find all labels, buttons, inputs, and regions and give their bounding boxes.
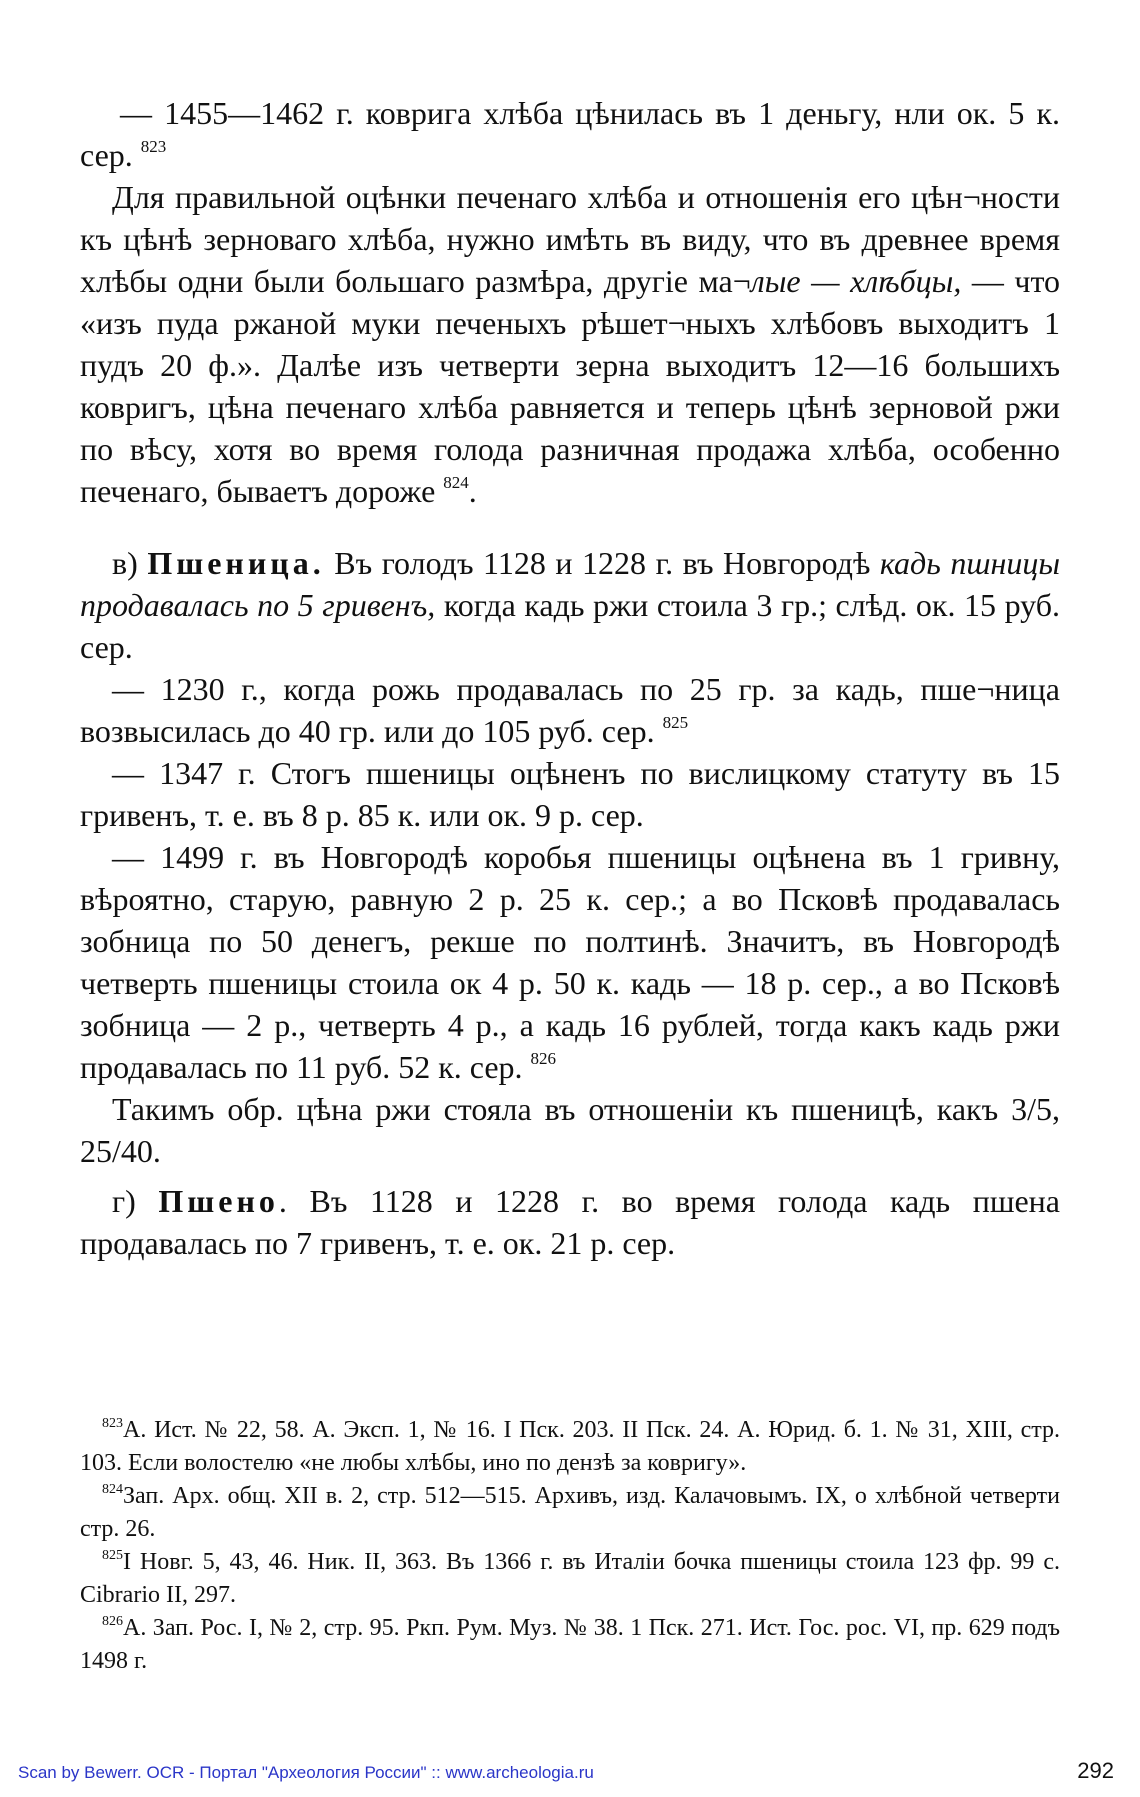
paragraph-4: — 1230 г., когда рожь продавалась по 25 гр. за кадь, пше¬ница возвысилась до 40 гр. или до 105 руб. сер. $^{825}$ <box>80 671 1060 749</box>
paragraph-1: — 1455—1462 г. коврига хлѣба цѣнилась въ 1 деньгу, нли ок. 5 к. сер. $^{823}$ <box>80 95 1060 173</box>
scan-credit: Scan by Bewerr. OCR - Портал "Археология России" :: www.archeologia.ru <box>18 1763 594 1782</box>
footnote-ref-825[interactable]: 825 <box>662 713 689 732</box>
section-millet: г) Пшено. Въ 1128 и 1228 г. во время голода кадь пшена продавалась по 7 гривенъ, т. е. ок. 21 р. сер. <box>80 1183 1061 1261</box>
main-text <box>80 92 1060 1264</box>
paragraph-2: Для правильной оцѣнки печенаго хлѣба и отношенія его цѣн¬ности къ цѣнѣ зерноваго хлѣба, нужно имѣть въ виду, что въ древнее время хлѣбы одни были большаго размѣра, другіе ма¬лые — хлѣбцы, — что «изъ пуда ржаной муки печеныхъ рѣшет¬ныхъ хлѣбовъ выходитъ 1 пудъ 20 ф.». Далѣе изъ четверти зерна выходитъ 12—16 большихъ ковригъ, цѣна печенаго хлѣба равняется и теперь цѣнѣ зерновой ржи по вѣсу, хотя во время голода разничная продажа хлѣба, особенно печенаго, бываетъ дороже $^{824}$. <box>80 179 1061 509</box>
footnote-826: $^{826}$А. Зап. Рос. I, № 2, стр. 95. Ркп. Рум. Муз. № 38. 1 Пск. 271. Ист. Гос. рос. VI, пр. 629 подъ 1498 г. <box>80 1614 1060 1674</box>
footnotes <box>80 1414 1060 1678</box>
section-wheat: в) Пшеница. Въ голодъ 1128 и 1228 г. въ Новгородѣ кадь пшницы продавалась по 5 гривенъ, когда кадь ржи стоила 3 гр.; слѣд. ок. 15 руб. сер. <box>80 545 1061 665</box>
paragraph-7: Такимъ обр. цѣна ржи стояла въ отношеніи къ пшеницѣ, какъ 3/5, 25/40. <box>80 1091 1060 1169</box>
paragraph-5: — 1347 г. Стогъ пшеницы оцѣненъ по вислицкому статуту въ 15 гривенъ, т. е. въ 8 р. 85 к. или ок. 9 р. сер. <box>80 755 1060 833</box>
section-heading-millet: Пшено <box>158 1183 279 1219</box>
footnote-824: $^{824}$Зап. Арх. общ. XII в. 2, стр. 512—515. Архивъ, изд. Калачовымъ. IX, о хлѣбной четверти стр. 26. <box>80 1482 1060 1542</box>
italic-phrase: лые — хлѣбцы, <box>750 263 962 299</box>
footnote-823: $^{823}$А. Ист. № 22, 58. А. Эксп. 1, № 16. I Пск. 203. II Пск. 24. А. Юрид. б. 1. № 31, XIII, стр. 103. Если волостелю «не любы хлѣбы, ино по дензѣ за ковригу». <box>80 1416 1060 1476</box>
footnote-825: $^{825}$I Новг. 5, 43, 46. Ник. II, 363. Въ 1366 г. въ Италіи бочка пшеницы стоила 123 фр. 99 с. Cibrario II, 297. <box>80 1548 1060 1608</box>
footnote-ref-824[interactable]: 824 <box>443 473 469 492</box>
section-heading-wheat: Пшеница. <box>147 545 325 581</box>
italic-phrase: кадь пшницы продавалась по 5 гривенъ, <box>80 545 1061 623</box>
page-number: 292 <box>1077 1758 1114 1783</box>
paragraph-6: — 1499 г. въ Новгородѣ коробья пшеницы оцѣнена въ 1 гривну, вѣроятно, старую, равную 2 р. 25 к. сер.; а во Псковѣ продавалась зобница по 50 денегъ, рекше по полтинѣ. Значитъ, въ Новгородѣ четверть пшеницы стоила ок 4 р. 50 к. кадь — 18 р. сер., а во Псковѣ зобница — 2 р., четверть 4 р., а кадь 16 рублей, тогда какъ кадь ржи продавалась по 11 руб. 52 к. сер. $^{826}$ <box>80 839 1060 1085</box>
footnote-ref-823[interactable]: 823 <box>140 137 167 156</box>
footnote-ref-826[interactable]: 826 <box>530 1049 557 1068</box>
